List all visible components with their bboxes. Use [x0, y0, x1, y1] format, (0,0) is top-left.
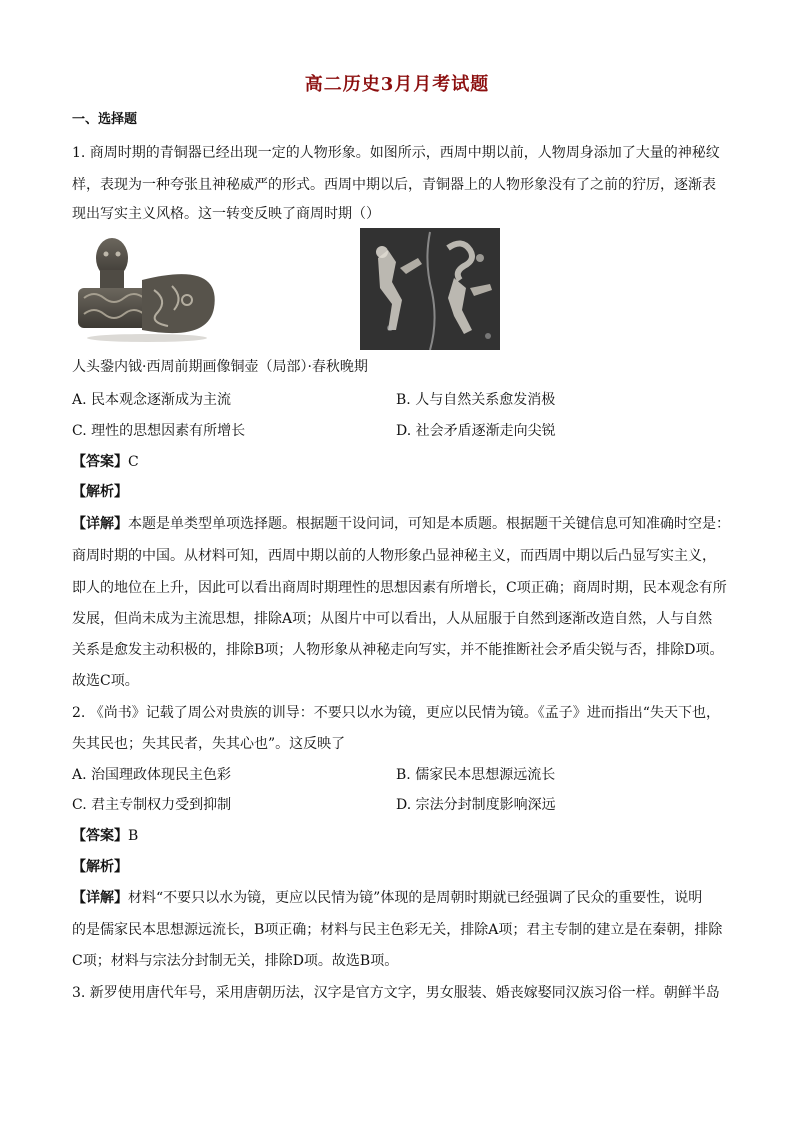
q1-detail-line-5: 关系是愈发主动积极的，排除B项；人物形象从神秘走向写实，并不能推断社会矛盾尖锐与否，排除D项。: [72, 642, 724, 658]
page-title: 高二历史3月月考试题: [304, 74, 490, 95]
q2-line-1: 2. 《尚书》记载了周公对贵族的训导：不要只以水为镜，更应以民情为镜。《孟子》进而指出“失天下也，: [72, 705, 720, 721]
q2-option-a: A. 治国理政体现民主色彩: [72, 767, 232, 783]
q1-detail-line-2: 商周时期的中国。从材料可知，西周中期以前的人物形象凸显神秘主义，而西周中期以后凸显写实主义，: [72, 548, 716, 564]
q1-line-2: 样，表现为一种夸张且神秘威严的形式。西周中期以后，青铜器上的人物形象没有了之前的狞厉，逐渐表: [72, 177, 716, 193]
q1-detail-line-3: 即人的地位在上升，因此可以看出商周时期理性的思想因素有所增长，C项正确；商周时期，民本观念有所: [72, 580, 727, 596]
q2-line-2: 失其民也；失其民者，失其心也”。这反映了: [72, 736, 346, 752]
q1-option-b: B. 人与自然关系愈发消极: [396, 392, 556, 408]
q3-line-1: 3. 新罗使用唐代年号，采用唐朝历法，汉字是官方文字，男女服装、婚丧嫁娶同汉族习俗一样。朝鲜半岛: [72, 985, 720, 1001]
q1-line-1: 1. 商周时期的青铜器已经出现一定的人物形象。如图所示，西周中期以前，人物周身添加了大量的神秘纹: [72, 145, 720, 161]
q1-option-a: A. 民本观念逐渐成为主流: [72, 392, 232, 408]
figure-caption: 人头銎内钺·西周前期画像铜壶（局部）·春秋晚期: [72, 359, 368, 375]
q2-detail-line-1: 【详解】材料“不要只以水为镜，更应以民情为镜”体现的是周朝时期就已经强调了民众的重要性，说明: [72, 890, 703, 906]
q2-analysis-label: 【解析】: [72, 859, 128, 875]
q2-detail-line-3: C项；材料与宗法分封制无关，排除D项。故选B项。: [72, 953, 399, 969]
q1-answer: [72, 452, 139, 472]
bronze-vessel-image: [360, 228, 500, 350]
q1-detail-line-1: 【详解】本题是单类型单项选择题。根据题干设问词，可知是本质题。根据题干关键信息可知准确时空是：: [72, 516, 730, 532]
q1-option-c: C. 理性的思想因素有所增长: [72, 423, 246, 439]
q1-line-3: 现出写实主义风格。这一转变反映了商周时期（）: [72, 206, 380, 222]
q1-option-d: D. 社会矛盾逐渐走向尖锐: [396, 423, 556, 439]
q1-analysis-label: 【解析】: [72, 484, 128, 500]
answer-label: 【答案】: [72, 454, 128, 470]
answer-value: C: [128, 454, 139, 470]
q2-option-c: C. 君主专制权力受到抑制: [72, 797, 232, 813]
section-heading: 一、选择题: [72, 112, 138, 127]
q2-option-d: D. 宗法分封制度影响深远: [396, 797, 556, 813]
q2-answer: 【答案】B: [72, 828, 139, 844]
q2-option-b: B. 儒家民本思想源远流长: [396, 767, 556, 783]
q1-detail-line-6: 故选C项。: [72, 673, 139, 689]
q2-detail-line-2: 的是儒家民本思想源远流长，B项正确；材料与民主色彩无关，排除A项；君主专制的建立是在秦朝，排除: [72, 922, 723, 938]
q1-detail-line-4: 发展，但尚未成为主流思想，排除A项；从图片中可以看出，人从屈服于自然到逐渐改造自然，人与自然: [72, 611, 713, 627]
bronze-axe-image: [72, 230, 222, 345]
